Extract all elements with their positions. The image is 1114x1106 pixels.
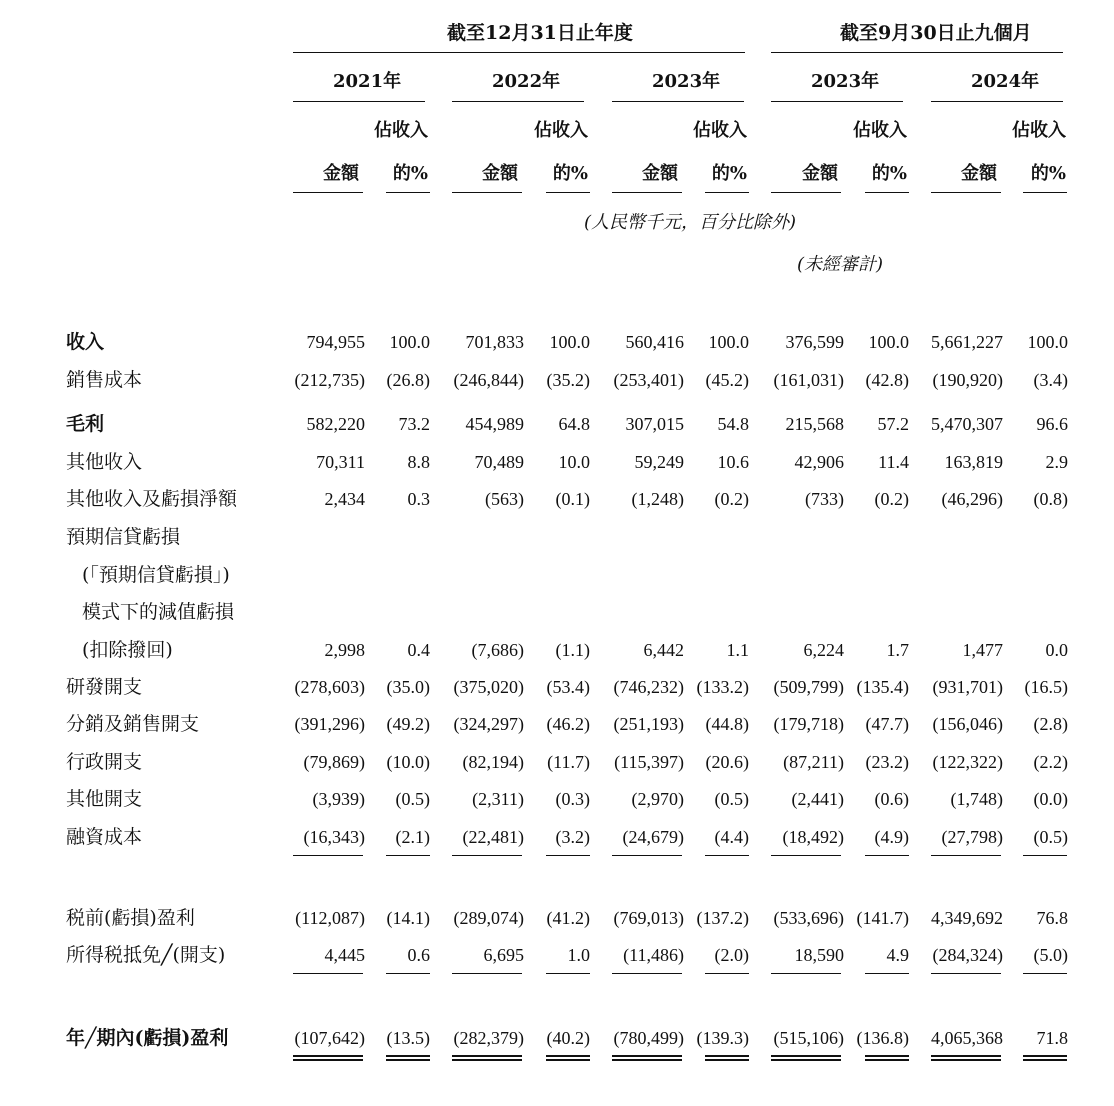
pct-cell: (0.5) (395, 789, 430, 809)
amount-cell: 2,998 (324, 639, 365, 660)
year-header: 2024年 (971, 71, 1040, 92)
total-double-rule (865, 1055, 909, 1061)
pct-cell: 1.7 (886, 639, 909, 660)
subtotal-rule (546, 973, 590, 974)
year-header-rule (452, 101, 584, 102)
total-double-rule (612, 1055, 682, 1061)
amount-cell: (278,603) (294, 677, 365, 697)
amount-cell: (284,324) (932, 945, 1003, 965)
pct-cell: (141.7) (856, 908, 909, 928)
header-full-year: 截至12月31日止年度 (447, 22, 633, 44)
pct-cell: 100.0 (708, 332, 749, 352)
amount-cell: (1,248) (631, 489, 684, 509)
col-amount-rule (293, 192, 363, 193)
pct-cell: 2.9 (1045, 452, 1068, 472)
col-pct-header-line2: 的% (392, 163, 428, 184)
total-double-rule (705, 1055, 749, 1061)
header-full-year-rule (293, 52, 745, 53)
col-amount-header: 金額 (961, 163, 997, 184)
amount-cell: (769,013) (613, 908, 684, 928)
row-label: 其他開支 (66, 788, 143, 810)
pct-cell: (3.2) (555, 827, 590, 847)
pct-cell: (133.2) (696, 677, 749, 697)
pct-cell: (11.7) (547, 752, 590, 772)
pct-cell: 71.8 (1036, 1028, 1068, 1048)
row-label: 預期信貸虧損 (66, 526, 181, 548)
pct-cell: (20.6) (705, 752, 749, 772)
amount-cell: (156,046) (932, 714, 1003, 734)
col-amount-header: 金額 (482, 163, 518, 184)
amount-cell: (282,379) (453, 1028, 524, 1048)
amount-cell: (161,031) (773, 370, 844, 390)
pct-cell: (44.8) (705, 714, 749, 734)
amount-cell: (87,211) (783, 752, 844, 772)
amount-cell: (18,492) (782, 827, 844, 847)
amount-cell: 307,015 (625, 414, 684, 434)
col-amount-header: 金額 (802, 163, 838, 184)
subtotal-rule (293, 973, 363, 974)
amount-cell: (563) (485, 489, 524, 509)
pct-cell: (3.4) (1033, 370, 1068, 390)
pct-cell: (0.5) (714, 789, 749, 809)
row-label: 收入 (66, 331, 105, 353)
amount-cell: 5,470,307 (931, 414, 1003, 434)
amount-cell: (212,735) (294, 370, 365, 390)
row-label: 其他收入及虧損淨額 (66, 488, 238, 510)
subtotal-rule (865, 855, 909, 856)
amount-cell: (375,020) (453, 677, 524, 697)
amount-cell: (16,343) (303, 827, 365, 847)
row-label: 研發開支 (66, 676, 143, 698)
pct-cell: (0.3) (555, 789, 590, 809)
unit-note: (人民幣千元，百分比除外) (584, 212, 797, 233)
pct-cell: (53.4) (546, 677, 590, 697)
pct-cell: 1.0 (567, 945, 590, 965)
total-double-rule (452, 1055, 522, 1061)
col-pct-header-line2: 的% (1030, 163, 1066, 184)
col-pct-header-line2: 的% (711, 163, 747, 184)
row-label: 所得税抵免╱(開支) (66, 944, 226, 966)
amount-cell: 70,311 (316, 452, 365, 472)
amount-cell: (27,798) (941, 827, 1003, 847)
amount-cell: (733) (805, 489, 844, 509)
pct-cell: (10.0) (386, 752, 430, 772)
amount-cell: (46,296) (941, 489, 1003, 509)
pct-cell: (2.1) (395, 827, 430, 847)
amount-cell: (122,322) (932, 752, 1003, 772)
amount-cell: (253,401) (613, 370, 684, 390)
pct-cell: (47.7) (865, 714, 909, 734)
amount-cell: (3,939) (312, 789, 365, 809)
col-pct-header-line2: 的% (552, 163, 588, 184)
subtotal-rule (705, 973, 749, 974)
amount-cell: (2,311) (472, 789, 524, 809)
pct-cell: 100.0 (1027, 332, 1068, 352)
pct-cell: (4.4) (714, 827, 749, 847)
unaudited-note: (未經審計) (797, 254, 884, 275)
amount-cell: (2,441) (791, 789, 844, 809)
pct-cell: (0.6) (874, 789, 909, 809)
amount-cell: 215,568 (785, 414, 844, 434)
pct-cell: 0.6 (407, 945, 430, 965)
pct-cell: 11.4 (878, 452, 909, 472)
year-header-rule (931, 101, 1063, 102)
pct-cell: (0.5) (1033, 827, 1068, 847)
pct-cell: 100.0 (389, 332, 430, 352)
pct-cell: (139.3) (696, 1028, 749, 1048)
subtotal-rule (705, 855, 749, 856)
amount-cell: 794,955 (306, 332, 365, 352)
amount-cell: (1,748) (950, 789, 1003, 809)
amount-cell: 2,434 (324, 489, 365, 509)
total-double-rule (293, 1055, 363, 1061)
col-pct-rule (546, 192, 590, 193)
pct-cell: (40.2) (546, 1028, 590, 1048)
pct-cell: (46.2) (546, 714, 590, 734)
total-double-rule (931, 1055, 1001, 1061)
pct-cell: (35.2) (546, 370, 590, 390)
subtotal-rule (865, 973, 909, 974)
subtotal-rule (452, 855, 522, 856)
row-label: 税前(虧損)盈利 (66, 907, 195, 929)
year-header: 2022年 (492, 71, 561, 92)
pct-cell: (4.9) (874, 827, 909, 847)
pct-cell: 0.4 (407, 639, 430, 660)
subtotal-rule (293, 855, 363, 856)
year-header: 2021年 (333, 71, 402, 92)
year-header-rule (293, 101, 425, 102)
amount-cell: 701,833 (465, 332, 524, 352)
pct-cell: 10.6 (717, 452, 749, 472)
col-pct-header-line2: 的% (871, 163, 907, 184)
amount-cell: (79,869) (303, 752, 365, 772)
col-pct-rule (865, 192, 909, 193)
pct-cell: 1.1 (726, 639, 749, 660)
amount-cell: 6,224 (803, 639, 844, 660)
pct-cell: (2.0) (714, 945, 749, 965)
pct-cell: 96.6 (1036, 414, 1068, 434)
row-label: 年╱期內(虧損)盈利 (66, 1027, 229, 1049)
pct-cell: (26.8) (386, 370, 430, 390)
amount-cell: 4,445 (324, 945, 365, 965)
pct-cell: (0.8) (1033, 489, 1068, 509)
subtotal-rule (452, 973, 522, 974)
amount-cell: 4,065,368 (931, 1028, 1003, 1048)
pct-cell: (41.2) (546, 908, 590, 928)
subtotal-rule (612, 973, 682, 974)
amount-cell: (324,297) (453, 714, 524, 734)
pct-cell: (45.2) (705, 370, 749, 390)
amount-cell: (115,397) (614, 752, 684, 772)
amount-cell: 454,989 (465, 414, 524, 434)
amount-cell: (533,696) (773, 908, 844, 928)
pct-cell: (0.1) (555, 489, 590, 509)
row-label: 行政開支 (66, 751, 143, 773)
amount-cell: (7,686) (471, 639, 524, 660)
pct-cell: (16.5) (1024, 677, 1068, 697)
row-label: (扣除撥回) (82, 638, 173, 661)
pct-cell: 4.9 (886, 945, 909, 965)
pct-cell: (49.2) (386, 714, 430, 734)
pct-cell: 8.8 (407, 452, 430, 472)
col-amount-rule (452, 192, 522, 193)
subtotal-rule (386, 973, 430, 974)
year-header: 2023年 (652, 71, 721, 92)
pct-cell: (5.0) (1033, 945, 1068, 965)
amount-cell: (509,799) (773, 677, 844, 697)
amount-cell: (246,844) (453, 370, 524, 390)
amount-cell: 4,349,692 (931, 908, 1003, 928)
subtotal-rule (771, 973, 841, 974)
col-amount-rule (612, 192, 682, 193)
pct-cell: (137.2) (696, 908, 749, 928)
pct-cell: 54.8 (717, 414, 749, 434)
row-label: 模式下的減值虧損 (82, 601, 235, 623)
subtotal-rule (931, 855, 1001, 856)
col-pct-rule (1023, 192, 1067, 193)
col-amount-rule (771, 192, 841, 193)
row-label: 融資成本 (66, 826, 143, 848)
year-header-rule (771, 101, 903, 102)
amount-cell: 376,599 (785, 332, 844, 352)
amount-cell: (289,074) (453, 908, 524, 928)
amount-cell: 59,249 (634, 452, 684, 472)
row-label: 銷售成本 (66, 369, 143, 391)
pct-cell: 100.0 (868, 332, 909, 352)
amount-cell: (107,642) (294, 1028, 365, 1048)
header-nine-months-rule (771, 52, 1063, 53)
pct-cell: (42.8) (865, 370, 909, 390)
row-label: 其他收入 (66, 451, 143, 473)
amount-cell: (24,679) (622, 827, 684, 847)
pct-cell: 76.8 (1036, 908, 1068, 928)
amount-cell: (112,087) (295, 908, 365, 928)
col-amount-header: 金額 (642, 163, 678, 184)
col-pct-header-line1: 佔收入 (853, 120, 907, 141)
row-label: (「預期信貸虧損」) (82, 563, 230, 586)
row-label: 毛利 (66, 413, 105, 435)
col-amount-rule (931, 192, 1001, 193)
pct-cell: 73.2 (398, 414, 430, 434)
pct-cell: (0.2) (714, 489, 749, 509)
pct-cell: (1.1) (555, 639, 590, 660)
col-pct-rule (705, 192, 749, 193)
pct-cell: (135.4) (856, 677, 909, 697)
col-amount-header: 金額 (323, 163, 359, 184)
col-pct-rule (386, 192, 430, 193)
row-label: 分銷及銷售開支 (66, 713, 200, 735)
col-pct-header-line1: 佔收入 (534, 120, 588, 141)
pct-cell: (0.2) (874, 489, 909, 509)
pct-cell: 64.8 (558, 414, 590, 434)
pct-cell: 100.0 (549, 332, 590, 352)
col-pct-header-line1: 佔收入 (693, 120, 747, 141)
amount-cell: (2,970) (631, 789, 684, 809)
total-double-rule (546, 1055, 590, 1061)
pct-cell: (35.0) (386, 677, 430, 697)
pct-cell: 0.3 (407, 489, 430, 509)
pct-cell: (0.0) (1033, 789, 1068, 809)
amount-cell: (780,499) (613, 1028, 684, 1048)
amount-cell: 560,416 (625, 332, 684, 352)
amount-cell: (190,920) (932, 370, 1003, 390)
amount-cell: 42,906 (794, 452, 844, 472)
pct-cell: (23.2) (865, 752, 909, 772)
header-nine-months: 截至9月30日止九個月 (840, 22, 1032, 44)
pct-cell: (13.5) (386, 1028, 430, 1048)
pct-cell: (14.1) (386, 908, 430, 928)
pct-cell: (2.2) (1033, 752, 1068, 772)
subtotal-rule (771, 855, 841, 856)
pct-cell: (136.8) (856, 1028, 909, 1048)
year-header: 2023年 (811, 71, 880, 92)
amount-cell: 1,477 (962, 639, 1003, 660)
pct-cell: 57.2 (877, 414, 909, 434)
amount-cell: 6,695 (483, 945, 524, 965)
col-pct-header-line1: 佔收入 (374, 120, 428, 141)
amount-cell: 6,442 (643, 639, 684, 660)
subtotal-rule (386, 855, 430, 856)
total-double-rule (771, 1055, 841, 1061)
amount-cell: 18,590 (794, 945, 844, 965)
amount-cell: 5,661,227 (931, 332, 1003, 352)
total-double-rule (1023, 1055, 1067, 1061)
total-double-rule (386, 1055, 430, 1061)
amount-cell: 163,819 (944, 452, 1003, 472)
amount-cell: (931,701) (932, 677, 1003, 697)
subtotal-rule (931, 973, 1001, 974)
pct-cell: 10.0 (558, 452, 590, 472)
pct-cell: 0.0 (1045, 639, 1068, 660)
amount-cell: (515,106) (773, 1028, 844, 1048)
pct-cell: (2.8) (1033, 714, 1068, 734)
amount-cell: 70,489 (474, 452, 524, 472)
amount-cell: (11,486) (623, 945, 684, 965)
amount-cell: (391,296) (294, 714, 365, 734)
amount-cell: (179,718) (773, 714, 844, 734)
subtotal-rule (1023, 855, 1067, 856)
amount-cell: 582,220 (306, 414, 365, 434)
amount-cell: (82,194) (462, 752, 524, 772)
subtotal-rule (1023, 973, 1067, 974)
amount-cell: (22,481) (462, 827, 524, 847)
subtotal-rule (612, 855, 682, 856)
amount-cell: (746,232) (613, 677, 684, 697)
amount-cell: (251,193) (613, 714, 684, 734)
year-header-rule (612, 101, 744, 102)
subtotal-rule (546, 855, 590, 856)
col-pct-header-line1: 佔收入 (1012, 120, 1066, 141)
